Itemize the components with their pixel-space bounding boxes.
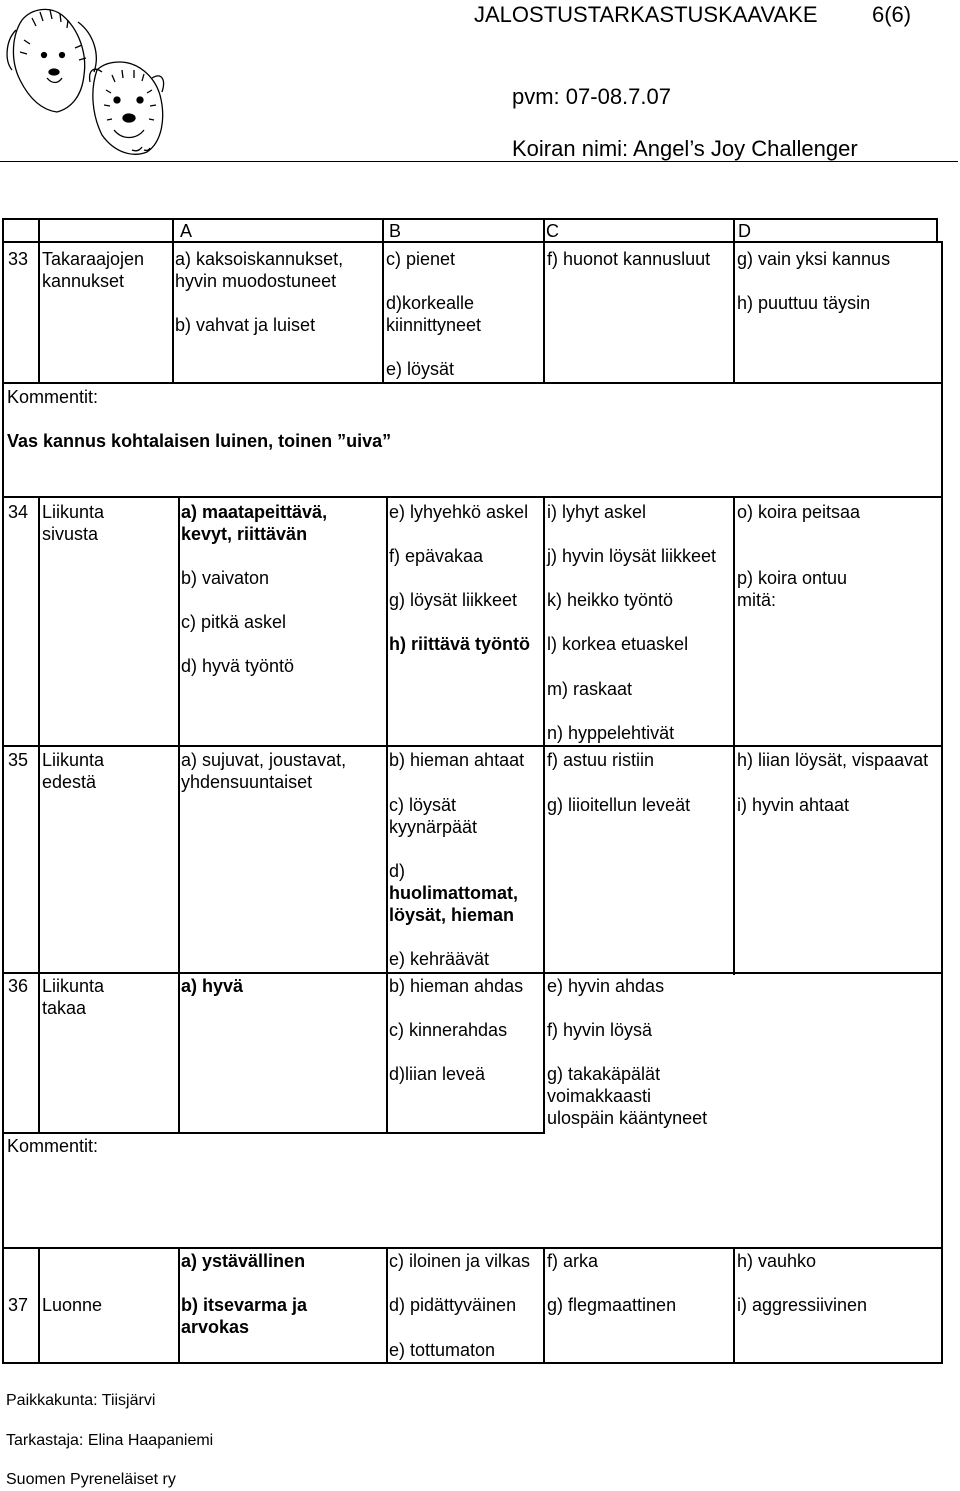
option-e: e) hyvin ahdas [547,976,665,996]
option-g: g) flegmaattinen [547,1295,677,1315]
column-header-a: A [180,221,193,241]
option-c: c) löysät [389,795,457,815]
option-d: löysät, hieman [389,905,515,925]
option-k: k) heikko työntö [547,590,674,610]
table-rule [178,1247,180,1364]
option-d: kiinnittyneet [386,315,482,335]
table-border-header-right [936,218,938,243]
option-i: i) lyhyt askel [547,502,647,522]
option-c: kyynärpäät [389,817,478,837]
table-border-top [2,218,938,220]
option-f: f) huonot kannusluut [547,249,711,269]
option-g: g) löysät liikkeet [389,590,518,610]
option-c: c) iloinen ja vilkas [389,1251,531,1271]
table-rule [172,218,174,384]
option-e: e) kehräävät [389,949,490,969]
column-header-d: D [738,221,751,241]
table-rule [178,496,180,1134]
option-i: i) aggressiivinen [737,1295,868,1315]
option-g: g) liioitellun leveät [547,795,691,815]
option-h: h) puuttuu täysin [737,293,871,313]
option-f: f) astuu ristiin [547,750,655,770]
option-a: hyvin muodostuneet [175,271,337,291]
table-border-right [941,241,943,1364]
table-rule [2,1247,943,1249]
option-a: yhdensuuntaiset [181,772,313,792]
option-f: f) hyvin löysä [547,1020,653,1040]
row-title: Takaraajojen [42,249,145,269]
row-number: 35 [8,750,29,770]
comment-label: Kommentit: [7,1136,99,1156]
row-title: kannukset [42,271,125,291]
table-border-left [2,218,4,1364]
column-header-b: B [389,221,402,241]
option-b: b) hieman ahdas [389,976,524,996]
option-d: d) pidättyväinen [389,1295,517,1315]
option-i: i) hyvin ahtaat [737,795,850,815]
table-rule [38,218,40,384]
table-rule [543,496,545,1134]
table-rule [2,496,943,498]
header-divider [0,161,958,162]
footer-club: Suomen Pyreneläiset ry [6,1471,176,1488]
row-title: Liikunta [42,976,105,996]
comment-label: Kommentit: [7,387,99,407]
table-rule [733,1247,735,1364]
table-rule [386,496,388,1134]
option-a: kevyt, riittävän [181,524,308,544]
table-rule [2,382,943,384]
row-number: 34 [8,502,29,522]
table-rule [38,496,40,1134]
option-o: o) koira peitsaa [737,502,861,522]
option-a: a) ystävällinen [181,1251,306,1271]
form-title: JALOSTUSTARKASTUSKAAVAKE [474,2,818,27]
option-d: d)liian leveä [389,1064,486,1084]
row-title: sivusta [42,524,99,544]
footer-inspector: Tarkastaja: Elina Haapaniemi [6,1432,214,1449]
option-a: a) sujuvat, joustavat, [181,750,347,770]
option-e: e) tottumaton [389,1340,496,1360]
option-d: d)korkealle [386,293,475,313]
option-c: c) kinnerahdas [389,1020,508,1040]
row-title: edestä [42,772,97,792]
option-b: b) hieman ahtaat [389,750,525,770]
row-title: Liikunta [42,502,105,522]
table-rule [2,745,943,747]
column-header-c: C [546,221,559,241]
row-number: 36 [8,976,29,996]
comment-text: Vas kannus kohtalaisen luinen, toinen ”uiva” [7,431,392,451]
option-f: f) arka [547,1251,599,1271]
option-a: a) kaksoiskannukset, [175,249,344,269]
option-e: e) löysät [386,359,455,379]
option-b: b) itsevarma ja [181,1295,308,1315]
page-number: 6(6) [872,2,912,27]
row-title: takaa [42,998,87,1018]
option-d: huolimattomat, [389,883,518,903]
option-g: g) vain yksi kannus [737,249,891,269]
option-p: mitä: [737,590,777,610]
option-m: m) raskaat [547,679,633,699]
table-rule [38,1247,40,1364]
row-number: 33 [8,249,29,269]
table-rule [382,218,384,384]
dog-heads-logo-icon [2,0,167,170]
option-e: e) lyhyehkö askel [389,502,529,522]
row-title: Luonne [42,1295,103,1315]
option-h: h) vauhko [737,1251,817,1271]
table-rule [733,218,735,384]
option-c: c) pienet [386,249,456,269]
row-title: Liikunta [42,750,105,770]
option-n: n) hyppelehtivät [547,723,675,743]
footer-place: Paikkakunta: Tiisjärvi [6,1392,156,1409]
table-rule [2,241,943,243]
table-border-bottom [2,1362,943,1364]
option-g: g) takakäpälät [547,1064,661,1084]
option-h: h) riittävä työntö [389,634,531,654]
inspection-date: pvm: 07-08.7.07 [512,84,671,109]
option-d: d) [389,861,406,881]
option-b: arvokas [181,1317,250,1337]
table-rule [386,1247,388,1364]
option-d: d) hyvä työntö [181,656,295,676]
table-rule [2,1132,545,1134]
table-rule [733,496,735,975]
table-rule [543,1247,545,1364]
row-number: 37 [8,1295,29,1315]
option-p: p) koira ontuu [737,568,848,588]
option-h: h) liian löysät, vispaavat [737,750,929,770]
table-rule [2,972,943,974]
option-a: a) hyvä [181,976,244,996]
option-g: voimakkaasti [547,1086,652,1106]
option-c: c) pitkä askel [181,612,287,632]
dog-name: Koiran nimi: Angel’s Joy Challenger [512,136,858,161]
option-g: ulospäin kääntyneet [547,1108,708,1128]
option-j: j) hyvin löysät liikkeet [547,546,717,566]
option-f: f) epävakaa [389,546,484,566]
option-l: l) korkea etuaskel [547,634,689,654]
option-b: b) vaivaton [181,568,270,588]
option-a: a) maatapeittävä, [181,502,328,522]
option-b: b) vahvat ja luiset [175,315,316,335]
table-rule [543,218,545,384]
